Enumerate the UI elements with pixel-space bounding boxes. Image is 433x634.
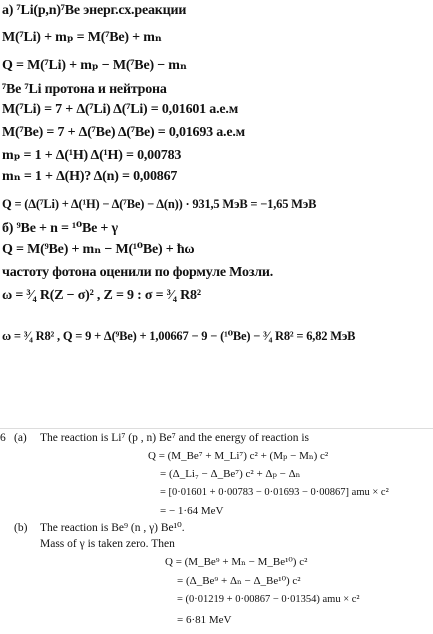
hw-q-result-b: ω = ³⁄₄ R8² , Q = 9 + Δ(⁹Be) + 1,00667 − 9 − (¹⁰Be) − ³⁄₄ R8² = 6,82 МэВ <box>2 329 356 343</box>
part-b-text: The reaction is Be⁹ (n , γ) Be¹⁰. <box>40 522 185 534</box>
part-b-eq2: = (Δ_Be⁹ + Δₙ − Δ_Be¹⁰) c² <box>177 575 301 587</box>
hw-q-definition: Q = M(⁷Li) + mₚ − M(⁷Be) − mₙ <box>2 58 187 73</box>
section-divider <box>0 428 433 429</box>
hw-moseley-formula: ω = ³⁄₄ R(Z − σ)² , Z = 9 : σ = ³⁄₄ R8² <box>2 288 201 303</box>
part-a-eq2: = (Δ_Li₇ − Δ_Be⁷) c² + Δₚ − Δₙ <box>160 468 301 480</box>
part-a-result: = − 1·64 MeV <box>160 505 224 517</box>
hw-reaction-title: а) ⁷Li(p,n)⁷Be энерг.сх.реакции <box>2 3 187 18</box>
part-b-eq3: = (0·01219 + 0·00867 − 0·01354) amu × c² <box>177 594 360 605</box>
part-b-label: (b) <box>14 522 28 534</box>
part-b-eq1: Q = (M_Be⁹ + Mₙ − M_Be¹⁰) c² <box>165 556 308 568</box>
hw-moseley-note: частоту фотона оценили по формуле Мозли. <box>2 265 274 280</box>
hw-q-result-a: Q = (Δ(⁷Li) + Δ(¹H) − Δ(⁷Be) − Δ(n)) · 931,5 МэВ = −1,65 МэВ <box>2 197 317 211</box>
hw-be-mass: M(⁷Be) = 7 + Δ(⁷Be) Δ(⁷Be) = 0,01693 а.е.м <box>2 125 245 140</box>
hw-li-mass: M(⁷Li) = 7 + Δ(⁷Li) Δ(⁷Li) = 0,01601 а.е.м <box>2 102 239 117</box>
part-a-eq3: = [0·01601 + 0·00783 − 0·01693 − 0·00867] amu × c² <box>160 487 389 498</box>
part-b-text2: Mass of γ is taken zero. Then <box>40 538 175 550</box>
hw-mass-balance: M(⁷Li) + mₚ = M(⁷Be) + mₙ <box>2 30 162 45</box>
hw-proton-neutron-note: ⁷Be ⁷Li протона и нейтрона <box>2 82 167 97</box>
hw-reaction-b: б) ⁹Be + n = ¹⁰Be + γ <box>2 221 118 236</box>
part-a-text: The reaction is Li⁷ (p , n) Be⁷ and the energy of reaction is <box>40 432 310 444</box>
hw-proton-mass: mₚ = 1 + Δ(¹H) Δ(¹H) = 0,00783 <box>2 148 182 163</box>
part-a-eq1: Q = (M_Be⁷ + M_Li⁷) c² + (Mₚ − Mₙ) c² <box>148 450 329 462</box>
problem-number: 6 <box>0 432 6 444</box>
part-b-result: = 6·81 MeV <box>177 614 232 626</box>
hw-neutron-mass: mₙ = 1 + Δ(H)? Δ(n) = 0,00867 <box>2 169 178 184</box>
hw-q-b: Q = M(⁹Be) + mₙ − M(¹⁰Be) + ħω <box>2 242 195 257</box>
part-a-label: (a) <box>14 432 27 444</box>
